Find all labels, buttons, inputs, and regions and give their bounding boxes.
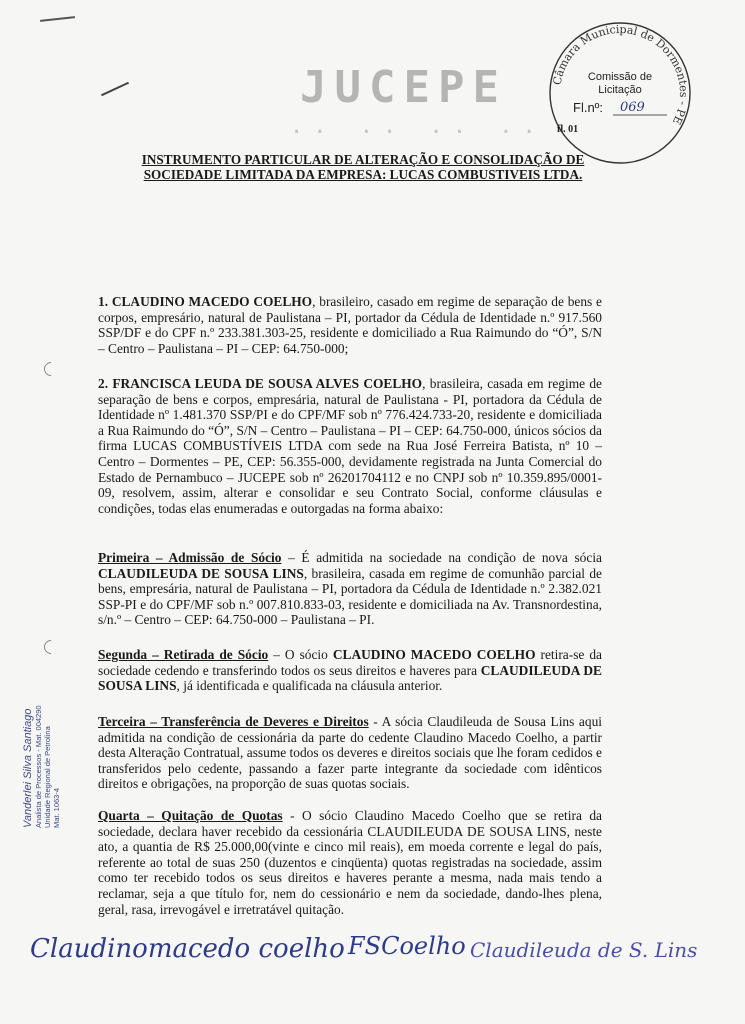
fold-mark <box>40 16 75 22</box>
stamp-line2: Licitação <box>598 84 642 96</box>
clause-third: Terceira – Transferência de Deveres e Direitos - A sócia Claudileuda de Sousa Lins aqui admitida na condição de cessionária da parte do cedente Claudino Macedo Coelho, a partir desta Alteração Contratual, assume todos os deveres e direitos sociais que lhe foram cedidos e transferidos pelo cedente, passando a fazer parte integrante da sociedade com idênticos direitos e obrigações, na proporção de suas quotas sociais. <box>98 714 602 792</box>
document-title: INSTRUMENTO PARTICULAR DE ALTERAÇÃO E CONSOLIDAÇÃO DE SOCIEDADE LIMITADA DA EMPRESA: LUCAS COMBUSTIVEIS LTDA. <box>141 152 585 182</box>
faint-header-stamp: JUCEPE <box>300 62 507 113</box>
signature-francisca: FSCoelho <box>348 932 466 960</box>
stamp-folio-label: Fl.nº: <box>573 100 604 115</box>
stamp-line1: Comissão de <box>587 71 653 83</box>
stamp-sheet-number: fl. 01 <box>557 124 579 135</box>
punch-hole <box>41 359 61 379</box>
pen-mark <box>101 82 129 96</box>
faint-perforation: ·· ·· ·· ·· <box>290 120 546 145</box>
clause-fourth: Quarta – Quitação de Quotas - O sócio Claudino Macedo Coelho que se retira da sociedade, declara haver recebido da cessionária CLAUDILEUDA DE SOUSA LINS, neste ato, a quantia de R$ 25.000,00(vinte e cinco mil reais), em moeda corrente e legal do país, referente ao total de suas 250 (duzentos e cinqüenta) quotas registradas na sociedade, assim como ter recebido todos os seus direitos e haveres perante a mesma, nada mais tendo a reclamar, seja a que título for, nem do cessionário e nem da sociedade, dando-lhes plena, geral, rasa, irrevogável e irretratável quitação. <box>98 808 602 917</box>
analyst-stamp: Vanderlei Silva Santiago Analista de Processos - Mat. 004290 Unidade Regional de Petrolina Mat. 1063-4 <box>22 705 61 828</box>
paragraph-party-1: 1. CLAUDINO MACEDO COELHO, brasileiro, casado em regime de separação de bens e corpos, empresário, natural de Paulistana – PI, portador da Cédula de Identidade n.º 917.560 SSP/DF e do CPF n.º 233.381.303-25, residente e domiciliado a Rua Raimundo do “Ó”, S/N – Centro – Paulistana – PI – CEP: 64.750-000; <box>98 294 602 356</box>
stamp-ring-text: Câmara Municipal de Dormentes - PE <box>550 22 691 127</box>
clause-second: Segunda – Retirada de Sócio – O sócio CLAUDINO MACEDO COELHO retira-se da sociedade cedendo e transferindo todos os seus direitos e haveres para CLAUDILEUDA DE SOUSA LINS, já identificada e qualificada na cláusula anterior. <box>98 647 602 694</box>
clause-first: Primeira – Admissão de Sócio – É admitida na sociedade na condição de nova sócia CLAUDILEUDA DE SOUSA LINS, brasileira, casada em regime de comunhão parcial de bens, empresária, natural de Paulistana – PI, portadora da Cédula de Identidade n.º 2.382.021 SSP-PI e do CPF/MF sob n.º 007.810.833-03, residente e domiciliada na Av. Transnordestina, s/n.º – Centro – CEP: 64.750-000 – Paulistana – PI. <box>98 550 602 628</box>
municipal-stamp <box>545 18 695 168</box>
stamp-folio-value: 069 <box>620 100 645 115</box>
signature-claudileuda: Claudileuda de S. Lins <box>470 938 698 962</box>
paragraph-party-2: 2. FRANCISCA LEUDA DE SOUSA ALVES COELHO, brasileira, casada em regime de separação de bens e corpos, empresária, natural de Paulistana - PI, portadora da Cédula de Identidade nº 1.481.370 SSP/PI e do CPF/MF sob nº 776.424.733-20, residente e domiciliada a Rua Raimundo do “Ó”, S/N – Centro – Paulistana – PI – CEP: 64.750-000, únicos sócios da firma LUCAS COMBUSTÍVEIS LTDA com sede na Rua José Ferreira Batista, nº 10 – Centro – Dormentes – PE, CEP: 56.355-000, devidamente registrada na Junta Comercial do Estado de Pernambuco – JUCEPE sob nº 26201704112 e no CNPJ sob nº 10.359.895/0001-09, resolvem, assim, alterar e consolidar e seu Contrato Social, conforme cláusulas e condições, todas elas enumeradas e outorgadas na forma abaixo: <box>98 376 603 516</box>
signature-claudino: Claudinomacedo coelho <box>30 934 345 964</box>
